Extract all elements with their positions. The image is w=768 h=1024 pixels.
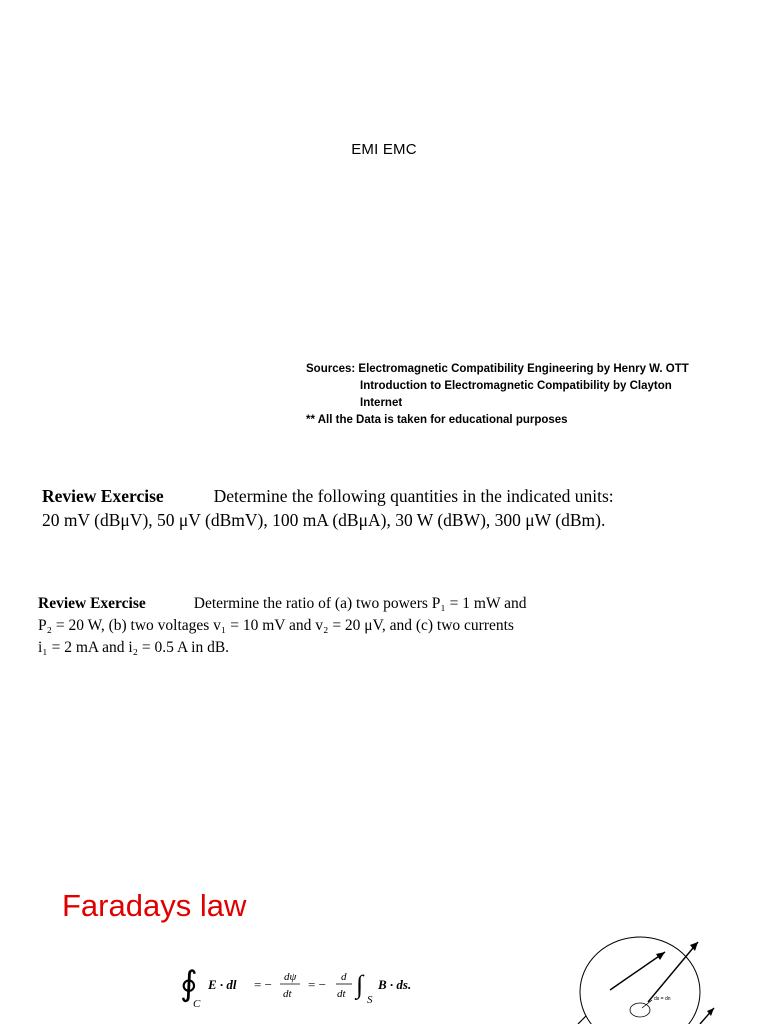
review-exercise-2	[38, 593, 688, 659]
exercise-text: P₂ = 20 W, (b) two voltages v₁ = 10 mV and v₂ = 20 μV, and (c) two currents	[38, 617, 514, 634]
contour-integral-icon: ∮	[180, 966, 198, 1003]
eq-den: dt	[337, 988, 346, 1000]
faraday-heading: Faradays law	[62, 888, 247, 923]
arrowhead-icon	[656, 952, 665, 960]
eq-num: dψ	[284, 971, 297, 983]
exercise-label: Review Exercise	[42, 486, 164, 506]
sources-block	[306, 361, 689, 429]
sources-line-1: Sources: Electromagnetic Compatibility Engineering by Henry W. OTT	[306, 363, 689, 375]
eq-rhs: B · ds.	[378, 977, 412, 992]
exercise-text: 20 mV (dBμV), 50 μV (dBmV), 100 mA (dBμA), 30 W (dBW), 300 μW (dBm).	[42, 510, 606, 530]
loop-curve	[580, 937, 700, 1024]
eq-sub-s: S	[367, 994, 373, 1006]
surface-integral-icon: ∫	[356, 970, 364, 999]
review-exercise-1	[42, 484, 732, 532]
eq-den: dt	[283, 988, 292, 1000]
field-arrow	[610, 952, 665, 990]
sources-disclaimer: ** All the Data is taken for educational purposes	[306, 414, 568, 426]
field-arrow	[578, 1016, 586, 1024]
eq-equals: = −	[254, 977, 272, 992]
faraday-equation	[180, 957, 480, 1017]
page-title: EMI EMC	[351, 141, 417, 158]
exercise-text: Determine the ratio of (a) two powers P₁ = 1 mW and	[193, 595, 527, 612]
field-arrow	[648, 942, 698, 1002]
exercise-label: Review Exercise	[38, 595, 146, 612]
eq-sub-c: C	[193, 998, 201, 1010]
faraday-loop-diagram	[570, 930, 768, 1024]
surface-element	[630, 1003, 650, 1017]
fig-label: ds = dn	[654, 996, 671, 1002]
eq-num: d	[341, 971, 347, 983]
eq-lhs: E · dl	[208, 977, 237, 992]
eq-equals: = −	[308, 977, 326, 992]
sources-line-2: Introduction to Electromagnetic Compatibility by Clayton	[360, 380, 672, 392]
sources-line-3: Internet	[360, 397, 403, 409]
exercise-text: Determine the following quantities in the indicated units:	[213, 486, 614, 506]
exercise-text: i₁ = 2 mA and i₂ = 0.5 A in dB.	[38, 639, 230, 656]
